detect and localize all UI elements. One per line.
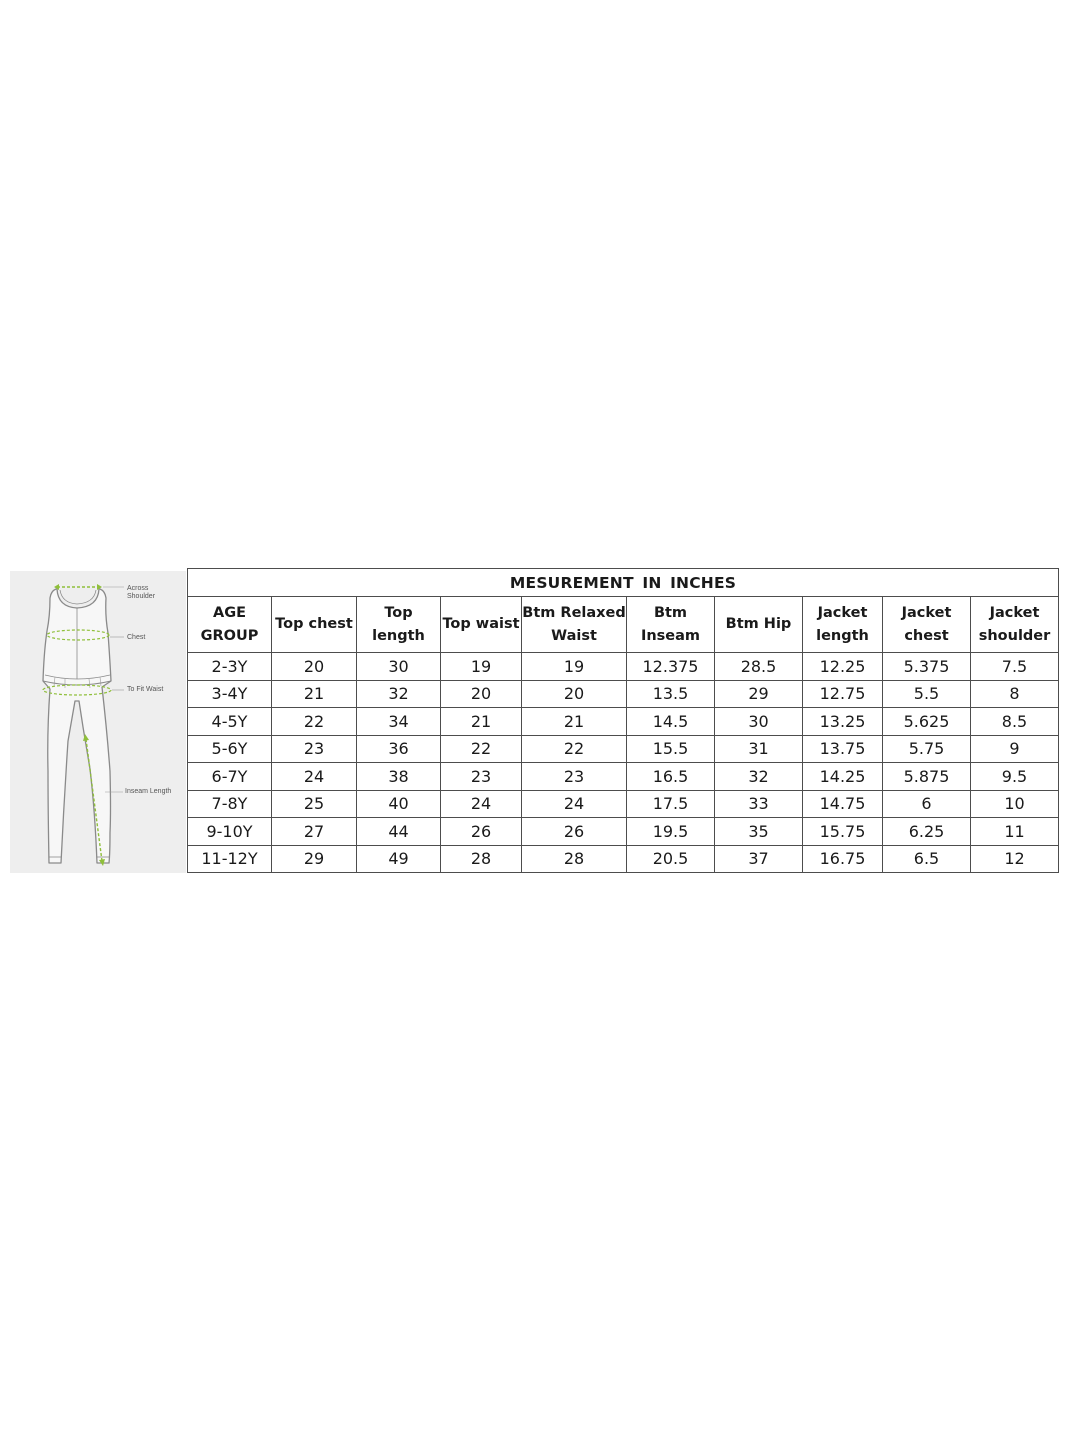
measurement-cell: 13.25 [803,708,883,736]
measurement-cell: 15.75 [803,818,883,846]
measurement-cell: 40 [357,790,441,818]
measurement-cell: 28.5 [715,653,803,681]
table-header-row [188,597,1059,653]
table-row [188,680,1059,708]
column-header: Btm Relaxed Waist [522,597,627,653]
jumpsuit-illustration [10,571,186,873]
column-header: Top waist [441,597,522,653]
table-row [188,790,1059,818]
measurement-cell: 20 [272,653,357,681]
measurement-cell: 32 [715,763,803,791]
measurement-cell: 17.5 [627,790,715,818]
measurement-cell: 31 [715,735,803,763]
age-group-cell: 5-6Y [188,735,272,763]
measurement-cell: 5.375 [883,653,971,681]
measurement-cell: 9.5 [971,763,1059,791]
measurement-cell: 14.25 [803,763,883,791]
measurement-cell: 15.5 [627,735,715,763]
measurement-cell: 35 [715,818,803,846]
column-header: AGE GROUP [188,597,272,653]
measurement-cell: 30 [357,653,441,681]
measurement-cell: 20.5 [627,845,715,873]
measurement-cell: 27 [272,818,357,846]
measurement-cell: 5.625 [883,708,971,736]
column-header: Top chest [272,597,357,653]
measurement-cell: 26 [441,818,522,846]
table-row [188,735,1059,763]
table-row [188,708,1059,736]
measurement-cell: 20 [441,680,522,708]
measurement-cell: 22 [522,735,627,763]
measurement-cell: 10 [971,790,1059,818]
measurement-cell: 24 [522,790,627,818]
measurement-cell: 22 [272,708,357,736]
measurement-cell: 8 [971,680,1059,708]
measurement-cell: 5.75 [883,735,971,763]
table-title: MESUREMENT IN INCHES [188,569,1059,597]
age-group-cell: 11-12Y [188,845,272,873]
measurement-cell: 26 [522,818,627,846]
column-header: Btm Inseam [627,597,715,653]
measurement-cell: 25 [272,790,357,818]
measurement-cell: 36 [357,735,441,763]
measurement-cell: 16.5 [627,763,715,791]
measurement-cell: 19 [441,653,522,681]
measurement-cell: 12 [971,845,1059,873]
measurement-cell: 19 [522,653,627,681]
measurement-cell: 21 [441,708,522,736]
measurement-cell: 5.875 [883,763,971,791]
measurement-cell: 16.75 [803,845,883,873]
measurement-cell: 7.5 [971,653,1059,681]
measurement-cell: 23 [522,763,627,791]
measurement-cell: 37 [715,845,803,873]
column-header: Top length [357,597,441,653]
age-group-cell: 4-5Y [188,708,272,736]
measurement-cell: 21 [522,708,627,736]
age-group-cell: 3-4Y [188,680,272,708]
measurement-cell: 14.5 [627,708,715,736]
column-header: Jacket chest [883,597,971,653]
measurement-cell: 49 [357,845,441,873]
measurement-cell: 11 [971,818,1059,846]
table-row [188,818,1059,846]
table-title-row [188,569,1059,597]
age-group-cell: 2-3Y [188,653,272,681]
table-body [188,653,1059,873]
measurement-cell: 13.5 [627,680,715,708]
measurement-cell: 12.375 [627,653,715,681]
measurement-cell: 29 [272,845,357,873]
jumpsuit-measurement-diagram [10,571,186,873]
measurement-cell: 28 [441,845,522,873]
measurement-cell: 34 [357,708,441,736]
measurement-cell: 9 [971,735,1059,763]
measurement-cell: 24 [272,763,357,791]
age-group-cell: 6-7Y [188,763,272,791]
inseam-length-label: Inseam Length [125,788,172,795]
to-fit-waist-label: To Fit Waist [127,686,164,693]
measurement-cell: 44 [357,818,441,846]
measurement-cell: 38 [357,763,441,791]
column-header: Jacket length [803,597,883,653]
column-header: Btm Hip [715,597,803,653]
table-row [188,653,1059,681]
column-header: Jacket shoulder [971,597,1059,653]
measurement-cell: 6 [883,790,971,818]
measurement-cell: 14.75 [803,790,883,818]
measurement-cell: 23 [272,735,357,763]
size-chart-table [187,568,1059,873]
measurement-cell: 20 [522,680,627,708]
chest-label: Chest [127,634,146,641]
age-group-cell: 7-8Y [188,790,272,818]
measurement-cell: 6.5 [883,845,971,873]
measurement-cell: 6.25 [883,818,971,846]
table-row [188,845,1059,873]
table-row [188,763,1059,791]
measurement-cell: 29 [715,680,803,708]
across-shoulder-label: Across Shoulder [127,585,156,600]
measurement-cell: 30 [715,708,803,736]
measurement-cell: 24 [441,790,522,818]
age-group-cell: 9-10Y [188,818,272,846]
measurement-cell: 8.5 [971,708,1059,736]
measurement-cell: 13.75 [803,735,883,763]
measurement-cell: 22 [441,735,522,763]
measurement-cell: 33 [715,790,803,818]
measurement-cell: 5.5 [883,680,971,708]
measurement-cell: 23 [441,763,522,791]
measurement-cell: 12.75 [803,680,883,708]
measurement-cell: 28 [522,845,627,873]
measurement-cell: 12.25 [803,653,883,681]
measurement-cell: 32 [357,680,441,708]
measurement-cell: 21 [272,680,357,708]
measurement-cell: 19.5 [627,818,715,846]
